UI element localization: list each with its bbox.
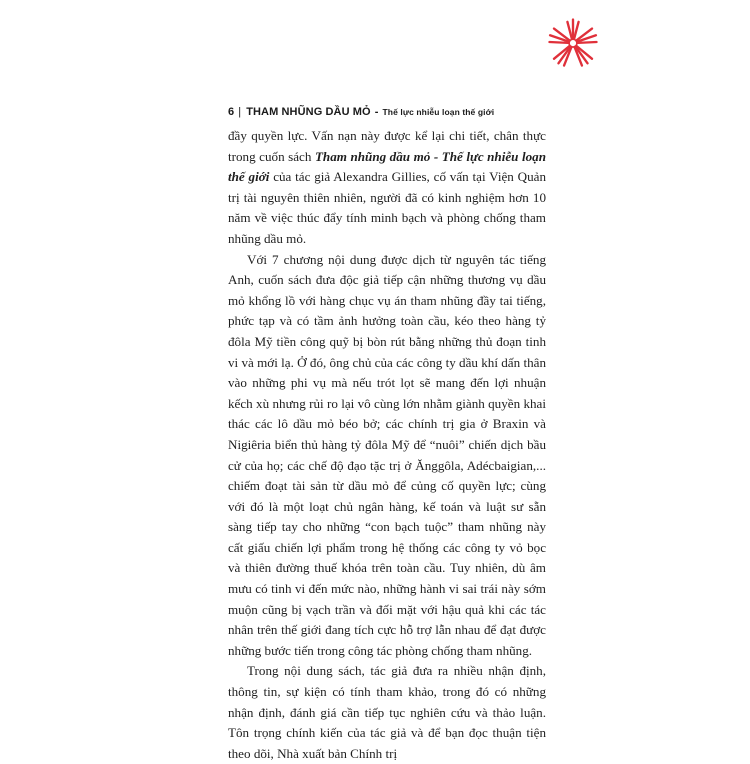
publisher-logo-icon — [545, 14, 601, 70]
book-title-inline: Tham nhũng dầu mỏ - Thế lực nhiễu loạn thế giới — [228, 148, 546, 185]
paragraph-1 — [228, 126, 546, 250]
page-number: 6 — [228, 106, 235, 118]
paragraph-1-end: của tác giả Alexandra Gillies, cố vấn tại Viện Quản trị tài nguyên thiên nhiên, người đã có kinh nghiệm hơn 10 năm về việc thúc đẩy tính minh bạch và phòng chống tham nhũng dầu mỏ. — [228, 169, 546, 246]
body-text — [228, 126, 546, 764]
book-title: THAM NHŨNG DẦU MỎ — [246, 106, 371, 118]
paragraph-3: Trong nội dung sách, tác giả đưa ra nhiều nhận định, thông tin, sự kiện có tính tham khảo, trong đó có những nhận định, đánh giá cần tiếp tục nghiên cứu và thảo luận. Tôn trọng chính kiến của tác giả và để bạn đọc thuận tiện theo dõi, Nhà xuất bản Chính trị — [228, 663, 546, 761]
paragraph-2: Với 7 chương nội dung được dịch từ nguyên tác tiếng Anh, cuốn sách đưa độc giả tiếp cận những thương vụ dầu mỏ khổng lồ với hàng chục vụ án tham nhũng đầy tai tiếng, phức tạp và có tầm ảnh hưởng toàn cầu, kéo theo hàng tỷ đôla Mỹ tiền công quỹ bị bòn rút bằng những thủ đoạn tinh vi và mới lạ. Ở đó, ông chủ của các công ty dầu khí dấn thân vào những phi vụ mà nếu trót lọt sẽ mang đến lợi nhuận kếch xù nhưng rủi ro lại vô cùng lớn nhằm giành quyền khai thác các lô dầu mỏ béo bở; các chính trị gia ở Braxin và Nigiêria biển thủ hàng tỷ đôla Mỹ để “nuôi” chiến dịch bầu cử của họ; các chế độ đạo tặc trị ở Ănggôla, Adécbaigian,... chiếm đoạt tài sản từ dầu mỏ để củng cố quyền lực; cùng với đó là một loạt chủ ngân hàng, kế toán và luật sư sẵn sàng tiếp tay cho những “con bạch tuộc” tham nhũng này cất giấu chiến lợi phẩm trong hệ thống các công ty vỏ bọc và thiên đường thuế khóa trên toàn cầu. Tuy nhiên, dù âm mưu có tinh vi đến mức nào, những hành vi sai trái này sớm muộn cũng bị vạch trần và đối mặt với hậu quả khi các tác nhân trên thế giới đang tích cực hỗ trợ lẫn nhau để đạt được những bước tiến trong công tác phòng chống tham nhũng. — [228, 251, 546, 658]
paragraph-1-start: đầy quyền lực. Vấn nạn này được kể lại chi tiết, chân thực trong cuốn sách — [228, 128, 546, 164]
running-header — [228, 104, 628, 120]
book-subtitle: Thế lực nhiễu loạn thế giới — [382, 107, 495, 117]
header-dash: - — [374, 106, 379, 118]
header-separator: | — [238, 106, 242, 118]
